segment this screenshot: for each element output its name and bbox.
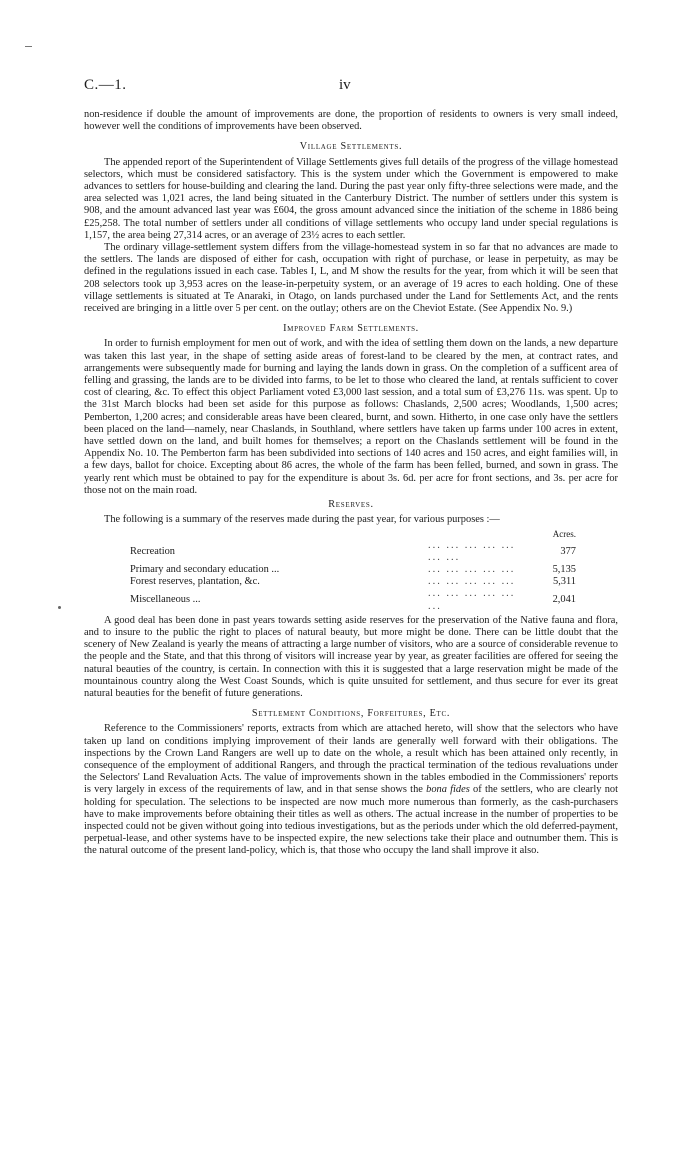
page-number: iv [339,77,351,93]
leader-dots: ... ... ... ... ... ... ... [428,539,516,563]
row-value: 2,041 [552,594,576,606]
row-label: Miscellaneous ... [130,594,201,606]
paragraph-text: of the settlers, who are clearly not holding for speculation. The selections to be inspected are now much more numerous than formerly, as the cash-purchasers have to make improvements before obtaining their titles as well as others. The actual increase in the number of properties to be inspected could not be given without going into tedious investigations, but as the periods under which the old deferred-payment, perpetual-lease, and other systems have to be inspected expire, the new selections take their place and outnumber them. This is the natural outcome of the present land-policy, which is, that those who occupy the land shall improve it also. [84,784,618,857]
scan-mark [58,606,61,609]
leader-dots: ... ... ... ... ... [428,576,516,588]
heading-village-settlements: Village Settlements. [299,141,403,153]
reserves-table [130,529,576,613]
italic-term: bona fides [426,784,470,796]
row-label: Forest reserves, plantation, &c. [130,576,260,588]
row-label: Recreation [130,545,176,557]
leader-dots: ... ... ... ... ... [428,563,516,575]
document-reference: C.—1. [84,77,127,93]
row-label: Primary and secondary education ... [130,563,280,575]
paragraph: In order to furnish employment for men out of work, and with the idea of settling them down on the lands, a new departure was taken this last year, in the shape of setting aside areas of forest-land to be cleared by the men, at contract rates, and arrangements were subsequently made for burning and laying the lands down in grass. On the completion of a sufficent area of felling and grassing, the lands are to be divided into farms, to be let to those who cleared the land, at rentals sufficient to cover cost of clearing, &c. To effect this object Parliament voted £3,000 last session, and a total sum of £3,276 11s. was spent. Up to the 31st March blocks had been set aside for this purpose as follows: Chaslands, 2,500 acres; Woodlands, 1,500 acres; Pemberton, 1,200 acres; and considerable areas have been cleared, burnt, and sown. Hitherto, in one case only have the settlers been placed on the land—namely, near Chaslands, in Southland, where settlers have taken up farms under 100 acres in extent, have settled down on the land, and built homes for themselves; a report on the Chaslands settlement will be found in the Appendix No. 10. The Pemberton farm has been subdivided into sections of 140 acres and 150 acres, and eight families will, in a few days, ballot for choice. Excepting about 86 acres, the whole of the farm has been felled, burned, and sown in grass. The yearly rent which must be obtained to pay for the expenditure is about 3s. 6d. per acre for front sections, and 3s. per acre for those not on the main road. [84,338,618,496]
row-value: 377 [560,545,576,557]
paragraph: A good deal has been done in past years towards setting aside reserves for the preservation of the Native fauna and flora, and to insure to the public the right to places of natural beauty, but more might be done. There can be little doubt that the scenery of New Zealand is yearly the means of attracting a large number of visitors, who are a source of considerable revenue to the people and the State, and that this throng of visitors will increase year by year, as greater facilities are offered for seeing the natural beauties of the country, is certain. In connection with this it is suggested that a large reservation might be made of the mountainous country along the West Coast Sounds, which is quite unsuited for settlement, and thus secure for ever its great natural beauties for the benefit of future generations. [84,614,618,699]
reserves-intro: The following is a summary of the reserves made during the past year, for various purposes :— [104,514,500,526]
unit-header: Acres. [552,528,576,539]
table-row [130,576,576,588]
heading-reserves: Reserves. [328,499,374,511]
scan-mark [25,46,32,47]
paragraph: The appended report of the Superintendent of Village Settlements gives full details of the progress of the village homestead selectors, which must be considered satisfactory. This is the system under which the Government is empowered to make advances to settlers for house-building and clearing the land. During the past year only fifty-three selections were made, and the area selected was 1,021 acres, the land being situated in the Canterbury District. The number of settlers under this system is 908, and the amount advanced last year was £604, the gross amount advanced since the initiation of the scheme in 1886 being £25,258. The total number of settlers under all conditions of village settlements who occupy land under special regulations is 1,157, the area being 27,314 acres, or an average of 23½ acres to each settler. [84,156,618,241]
row-value: 5,135 [552,563,576,575]
intro-paragraph: non-residence if double the amount of improvements are done, the proportion of residents to owners is very small indeed, however well the conditions of improvements have been observed. [84,109,618,133]
document-body [84,109,618,858]
row-value: 5,311 [553,576,576,588]
table-row [130,564,576,576]
paragraph: The ordinary village-settlement system differs from the village-homestead system in so far that no advances are made to the settlers. The lands are disposed of either for cash, occupation with right of purchase, or lease in perpetuity, as may be defined in the regulations issued in each case. Tables I, L, and M show the results for the year, from which it will be seen that 208 selectors took up 3,953 acres on the lease-in-perpetuity system, or an average of 19 acres to each holding. One of these village settlements is situated at Te Anaraki, in Otago, on lands purchased under the Land for Settlements Act, and the rents received are bringing in a little over 5 per cent. on the outlay; others are on the Cheviot Estate. (See Appendix No. 9.) [84,242,618,315]
table-row [130,540,576,564]
leader-dots: ... ... ... ... ... ... [428,588,516,612]
paragraph [84,723,618,857]
heading-improved-farm-settlements: Improved Farm Settlements. [283,323,419,335]
heading-settlement-conditions: Settlement Conditions, Forfeitures, Etc. [251,708,451,720]
paragraph-text: Reference to the Commissioners' reports, extracts from which are attached hereto, will show that the selectors who have taken up land on conditions implying improvement of their lands are generally well forward with their obligations. The inspections by the Crown Land Rangers are well up to date on the whole, a result which has been attained only recently, in consequence of the employment of additional Rangers, and through the practical termination of the tedious revaluations under the Selectors' Land Revaluation Acts. The value of improvements shown in the tables embodied in the Commissioners' reports is very largely in excess of the requirements of law, and in that sense shows the [84,723,618,796]
table-row [130,588,576,612]
